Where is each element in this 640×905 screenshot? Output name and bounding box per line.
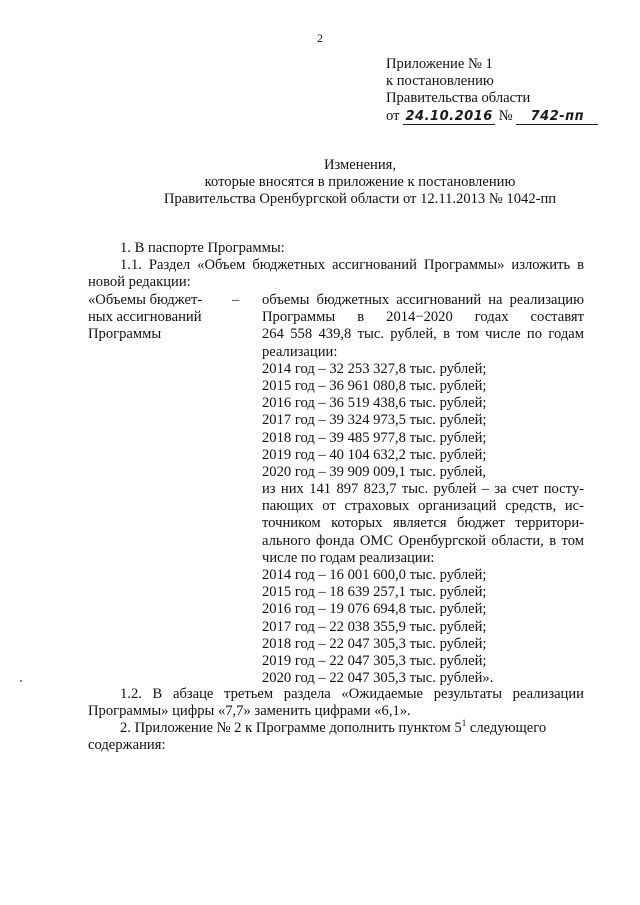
- appendix-line-1: Приложение № 1: [386, 56, 493, 72]
- year-oms-line: 2020 год – 22 047 305,3 тыс. рублей».: [262, 670, 494, 687]
- year-total-line: 2014 год – 32 253 327,8 тыс. рублей;: [262, 360, 487, 377]
- handwritten-number: 742-пп: [516, 110, 598, 125]
- year-total-line: 2018 год – 39 485 977,8 тыс. рублей;: [262, 429, 487, 446]
- intro-line: реализации:: [262, 343, 338, 360]
- paragraph-1-2-line-2: Программы» цифры «7,7» заменить цифрами «6,1».: [88, 703, 411, 719]
- appendix-number-sign: №: [498, 107, 513, 124]
- paragraph-1-2-text: 1.2. В абзаце третьем раздела «Ожидаемые результаты реализации: [120, 686, 584, 702]
- year-total-line: 2016 год – 36 519 438,6 тыс. рублей;: [262, 395, 487, 412]
- appendix-line-2: к постановлению: [386, 73, 494, 90]
- year-oms-line: 2017 год – 22 038 355,9 тыс. рублей;: [262, 618, 487, 635]
- intro-line: Программы в 2014−2020 годах составят: [262, 309, 584, 326]
- intro-line: 264 558 439,8 тыс. рублей, в том числе по годам: [262, 326, 584, 343]
- oms-line: точником которых является бюджет территори-: [262, 515, 584, 532]
- appendix-line-3: Правительства области: [386, 90, 531, 107]
- year-oms-line: 2014 год – 16 001 600,0 тыс. рублей;: [262, 567, 487, 583]
- oms-line: пающих от страховых организаций средств, ис-: [262, 498, 584, 515]
- year-oms-line: 2018 год – 22 047 305,3 тыс. рублей;: [262, 635, 487, 652]
- scan-margin-mark: [20, 680, 22, 682]
- paragraph-2-line-2: содержания:: [88, 737, 166, 753]
- appendix-header: [386, 56, 626, 125]
- paragraph-1-1-text: 1.1. Раздел «Объем бюджетных ассигнований Программы» изложить в: [120, 257, 584, 273]
- left-label-line: ных ассигнований: [88, 309, 202, 326]
- handwritten-date: 24.10.2016: [403, 110, 495, 125]
- document-title: [100, 157, 620, 209]
- year-oms-line: 2015 год – 18 639 257,1 тыс. рублей;: [262, 584, 487, 601]
- title-line-1: Изменения,: [323, 157, 397, 173]
- passport-right-column: [262, 292, 584, 687]
- left-label-line: «Объемы бюджет-: [88, 292, 203, 308]
- page-number: 2: [317, 31, 323, 45]
- appendix-date-line: [386, 108, 626, 125]
- paragraph-1-2-line-1: [120, 686, 584, 703]
- year-oms-line: 2016 год – 19 076 694,8 тыс. рублей;: [262, 601, 487, 618]
- paragraph-2-line-1: [120, 720, 584, 737]
- oms-line: ального фонда ОМС Оренбургской области, в том: [262, 532, 584, 549]
- paragraph-2-text-end: следующего: [466, 720, 547, 736]
- paragraph-2-superscript: 1: [461, 718, 467, 729]
- year-oms-line: 2019 год – 22 047 305,3 тыс. рублей;: [262, 652, 487, 669]
- passport-dash: –: [232, 292, 240, 308]
- title-line-2: которые вносятся в приложение к постановлению: [204, 174, 516, 191]
- year-total-line: 2015 год – 36 961 080,8 тыс. рублей;: [262, 377, 487, 394]
- passport-left-label: [88, 292, 228, 344]
- appendix-from-label: от: [386, 107, 400, 124]
- paragraph-1-1-line-2: новой редакции:: [88, 274, 191, 290]
- oms-line: числе по годам реализации:: [262, 549, 435, 566]
- paragraph-2-text-start: 2. Приложение № 2 к Программе дополнить пунктом 5: [120, 720, 462, 736]
- oms-line: из них 141 897 823,7 тыс. рублей – за счет посту-: [262, 481, 584, 498]
- left-label-line: Программы: [88, 326, 162, 343]
- paragraph-1: 1. В паспорте Программы:: [120, 240, 285, 256]
- year-total-line: 2017 год – 39 324 973,5 тыс. рублей;: [262, 412, 487, 429]
- title-line-3: Правительства Оренбургской области от 12.11.2013 № 1042-пп: [163, 191, 557, 208]
- paragraph-1-1-line-1: [120, 257, 584, 274]
- year-total-line: 2019 год – 40 104 632,2 тыс. рублей;: [262, 446, 487, 463]
- intro-line: объемы бюджетных ассигнований на реализацию: [262, 292, 584, 308]
- year-total-line: 2020 год – 39 909 009,1 тыс. рублей,: [262, 463, 487, 480]
